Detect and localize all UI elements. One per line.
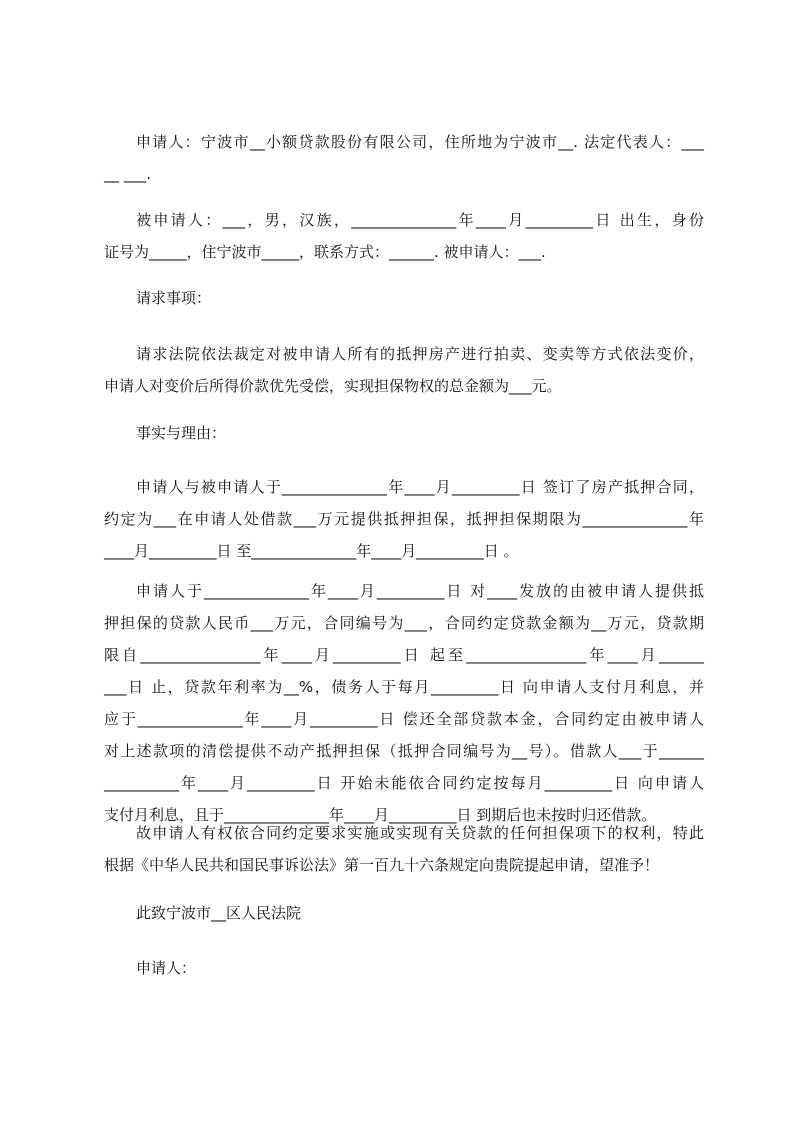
facts-1-line-1: 申请人与被申请人于______________年____月_________日 签订了房产抵押合同， (136, 478, 704, 496)
facts-2-line-7: __________年____月_________日 开始未能依合同约定按每月_________日 向申请人 (104, 774, 704, 792)
claims-paragraph (104, 338, 704, 402)
facts-1-line-2: 约定为___在申请人处借款___万元提供抵押担保，抵押担保期限为______________年 (104, 510, 704, 528)
facts-2-line-8: 支付月利息，且于______________年____月_________日 到期后也未按时归还借款。 (104, 806, 657, 824)
facts-heading: 事实与理由： (136, 424, 227, 442)
respondent-intro-paragraph (104, 204, 704, 268)
applicant-intro-line-1: 申请人：宁波市__小额贷款股份有限公司，住所地为宁波市__. 法定代表人：___ (136, 133, 704, 151)
facts-1-line-3: ____月_________日 至______________年____月_________日 。 (104, 542, 519, 560)
applicant-intro-line-2: __ ___. (104, 165, 152, 183)
facts-2-line-2: 押担保的贷款人民币___万元，合同编号为___，合同约定贷款金额为__万元，贷款期 (104, 614, 704, 632)
respondent-intro-line-2: 证号为_____，住宁波市_____，联系方式：______. 被申请人：___. (104, 243, 546, 261)
conclusion-paragraph (104, 817, 704, 881)
claims-line-1: 请求法院依法裁定对被申请人所有的抵押房产进行拍卖、变卖等方式依法变价， (136, 345, 704, 363)
claims-line-2: 申请人对变价后所得价款优先受偿，实现担保物权的总金额为___元。 (104, 377, 562, 395)
facts-2-line-1: 申请人于______________年____月_________日 对____发放的由被申请人提供抵 (136, 582, 704, 600)
facts-2-line-6: 对上述款项的清偿提供不动产抵押担保（抵押合同编号为__号）。借款人___于______ (104, 742, 704, 760)
facts-2-line-3: 限自________________年____月_________日 起至________________年____月______ (104, 646, 704, 664)
conclusion-line-1: 故申请人有权依合同约定要求实施或实现有关贷款的任何担保项下的权利，特此 (136, 824, 704, 842)
facts-2-line-5: 应于______________年____月_________日 偿还全部贷款本金，合同约定由被申请人 (104, 710, 704, 728)
signature-label: 申请人： (136, 959, 197, 977)
facts-paragraph-2 (104, 575, 704, 831)
conclusion-line-2: 根据《中华人民共和国民事诉讼法》第一百九十六条规定向贵院提起申请，望准予！ (104, 856, 660, 874)
respondent-intro-line-1: 被申请人：___，男，汉族，______________年____月_________日 出生，身份 (136, 211, 704, 229)
facts-paragraph-1 (104, 471, 704, 567)
applicant-intro-paragraph (104, 126, 704, 190)
addressee-line: 此致宁波市__区人民法院 (136, 904, 302, 922)
facts-2-line-4: ___日 止，贷款年利率为__%，债务人于每月_________日 向申请人支付月利息，并 (104, 678, 704, 696)
claims-heading: 请求事项： (136, 289, 212, 307)
